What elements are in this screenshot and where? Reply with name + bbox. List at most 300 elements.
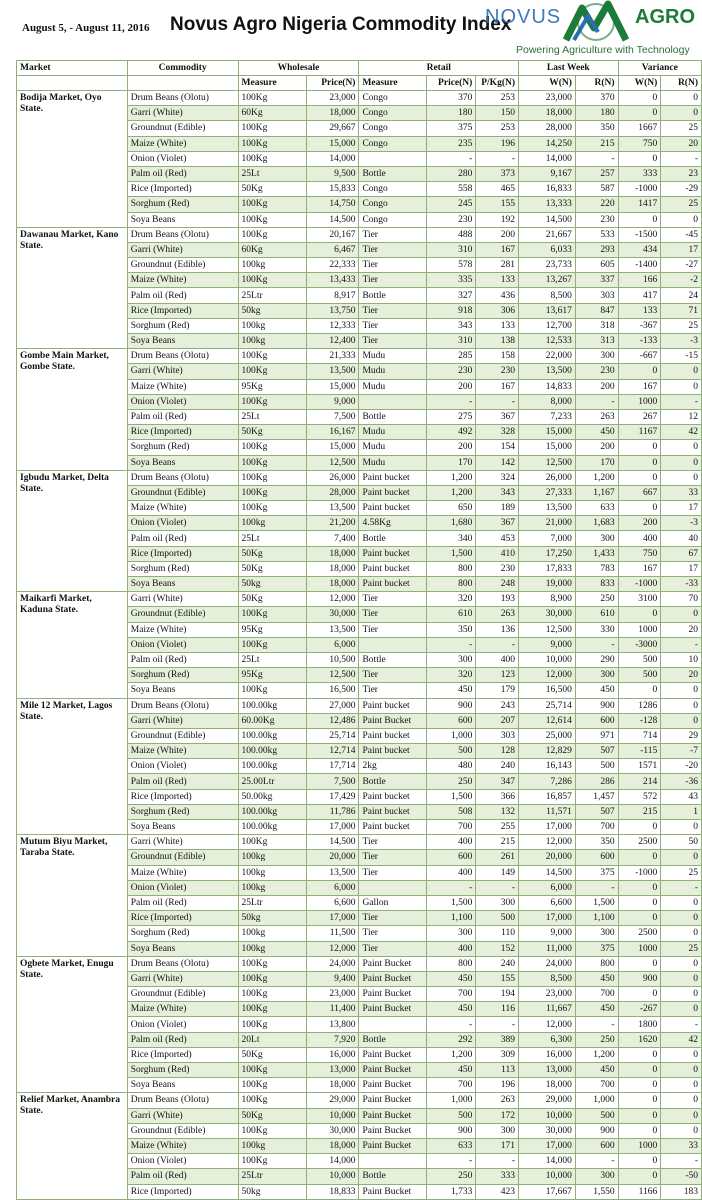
last-week-r-cell: - <box>575 1017 618 1032</box>
variance-w-cell: 0 <box>618 820 661 835</box>
price-per-kg-cell: 215 <box>476 835 519 850</box>
last-week-r-cell: 303 <box>575 288 618 303</box>
wholesale-price-cell: 7,920 <box>306 1032 359 1047</box>
retail-price-cell: 400 <box>426 941 476 956</box>
variance-w-cell: 0 <box>618 607 661 622</box>
commodity-cell: Sorghum (Red) <box>127 318 238 333</box>
variance-r-cell: 0 <box>661 470 702 485</box>
last-week-w-cell: 7,233 <box>519 409 576 424</box>
price-per-kg-cell: 167 <box>476 242 519 257</box>
last-week-w-cell: 12,000 <box>519 1017 576 1032</box>
price-per-kg-cell: 423 <box>476 1184 519 1199</box>
retail-measure-cell: Paint Bucket <box>359 1002 426 1017</box>
wholesale-measure-cell: 100.00kg <box>238 744 306 759</box>
commodity-cell: Maize (White) <box>127 379 238 394</box>
wholesale-measure-cell: 50Kg <box>238 592 306 607</box>
wholesale-price-cell: 8,917 <box>306 288 359 303</box>
last-week-w-cell: 15,000 <box>519 425 576 440</box>
retail-measure-cell: Tier <box>359 683 426 698</box>
wholesale-price-cell: 14,000 <box>306 1154 359 1169</box>
variance-r-cell: 43 <box>661 789 702 804</box>
wholesale-price-cell: 14,500 <box>306 835 359 850</box>
commodity-cell: Onion (Violet) <box>127 516 238 531</box>
price-per-kg-cell: 306 <box>476 303 519 318</box>
last-week-w-cell: 14,500 <box>519 212 576 227</box>
last-week-r-cell: 230 <box>575 212 618 227</box>
variance-w-cell: 167 <box>618 561 661 576</box>
retail-price-cell: 340 <box>426 531 476 546</box>
variance-r-cell: 0 <box>661 926 702 941</box>
wholesale-price-cell: 16,500 <box>306 683 359 698</box>
price-per-kg-cell: 200 <box>476 227 519 242</box>
variance-w-cell: 2500 <box>618 835 661 850</box>
wholesale-measure-cell: 100Kg <box>238 1002 306 1017</box>
last-week-w-cell: 9,000 <box>519 926 576 941</box>
commodity-cell: Palm oil (Red) <box>127 166 238 181</box>
price-per-kg-cell: 243 <box>476 698 519 713</box>
commodity-cell: Rice (Imported) <box>127 911 238 926</box>
last-week-r-cell: 1,433 <box>575 546 618 561</box>
variance-w-cell: 0 <box>618 364 661 379</box>
variance-r-cell: -50 <box>661 1169 702 1184</box>
retail-measure-cell: Congo <box>359 106 426 121</box>
retail-measure-cell: Paint Bucket <box>359 1047 426 1062</box>
wholesale-price-cell: 15,000 <box>306 440 359 455</box>
price-per-kg-cell: 240 <box>476 956 519 971</box>
header-last-week-r: R(N) <box>575 76 618 91</box>
last-week-w-cell: 23,000 <box>519 987 576 1002</box>
retail-price-cell: 275 <box>426 409 476 424</box>
variance-r-cell: 0 <box>661 440 702 455</box>
retail-measure-cell: Paint bucket <box>359 804 426 819</box>
wholesale-price-cell: 6,600 <box>306 895 359 910</box>
last-week-r-cell: - <box>575 394 618 409</box>
commodity-cell: Drum Beans (Olotu) <box>127 349 238 364</box>
retail-price-cell: 600 <box>426 850 476 865</box>
variance-r-cell: 0 <box>661 1063 702 1078</box>
retail-price-cell: 343 <box>426 318 476 333</box>
wholesale-price-cell: 12,500 <box>306 668 359 683</box>
table-row <box>17 592 702 607</box>
table-row <box>17 349 702 364</box>
variance-r-cell: -3 <box>661 334 702 349</box>
variance-r-cell: 0 <box>661 1093 702 1108</box>
wholesale-price-cell: 17,000 <box>306 911 359 926</box>
retail-price-cell: 375 <box>426 121 476 136</box>
last-week-r-cell: 250 <box>575 1032 618 1047</box>
variance-w-cell: 0 <box>618 151 661 166</box>
price-per-kg-cell: 328 <box>476 425 519 440</box>
last-week-w-cell: 10,000 <box>519 652 576 667</box>
price-per-kg-cell: 309 <box>476 1047 519 1062</box>
header-market: Market <box>17 61 128 76</box>
wholesale-measure-cell: 50Kg <box>238 1047 306 1062</box>
variance-r-cell: 25 <box>661 865 702 880</box>
wholesale-measure-cell: 100Kg <box>238 1154 306 1169</box>
last-week-w-cell: 16,833 <box>519 182 576 197</box>
last-week-r-cell: 250 <box>575 592 618 607</box>
header-row-groups <box>17 61 702 76</box>
retail-measure-cell: Tier <box>359 941 426 956</box>
retail-price-cell: 200 <box>426 440 476 455</box>
wholesale-measure-cell: 100Kg <box>238 501 306 516</box>
last-week-r-cell: 375 <box>575 941 618 956</box>
price-per-kg-cell: 263 <box>476 607 519 622</box>
retail-measure-cell: Tier <box>359 242 426 257</box>
retail-measure-cell: Paint bucket <box>359 485 426 500</box>
retail-price-cell: 250 <box>426 774 476 789</box>
retail-measure-cell: Mudu <box>359 364 426 379</box>
wholesale-measure-cell: 100kg <box>238 516 306 531</box>
logo-text-novus: NOVUS <box>485 6 562 28</box>
retail-price-cell: 500 <box>426 1108 476 1123</box>
retail-price-cell: 558 <box>426 182 476 197</box>
commodity-cell: Sorghum (Red) <box>127 1063 238 1078</box>
wholesale-measure-cell: 95Kg <box>238 668 306 683</box>
wholesale-price-cell: 12,000 <box>306 941 359 956</box>
header-commodity: Commodity <box>127 61 238 76</box>
variance-w-cell: -1000 <box>618 577 661 592</box>
wholesale-measure-cell: 100.00kg <box>238 728 306 743</box>
wholesale-price-cell: 13,500 <box>306 622 359 637</box>
wholesale-measure-cell: 100kg <box>238 926 306 941</box>
header-row-fields <box>17 76 702 91</box>
last-week-r-cell: 800 <box>575 956 618 971</box>
commodity-cell: Groundnut (Edible) <box>127 728 238 743</box>
retail-price-cell: 285 <box>426 349 476 364</box>
retail-measure-cell: Bottle <box>359 166 426 181</box>
wholesale-price-cell: 18,000 <box>306 577 359 592</box>
wholesale-measure-cell: 100Kg <box>238 470 306 485</box>
commodity-cell: Garri (White) <box>127 106 238 121</box>
wholesale-price-cell: 18,000 <box>306 561 359 576</box>
header-last-week-w: W(N) <box>519 76 576 91</box>
price-per-kg-cell: 155 <box>476 971 519 986</box>
retail-measure-cell: Paint Bucket <box>359 1063 426 1078</box>
wholesale-measure-cell: 25Lt <box>238 409 306 424</box>
last-week-r-cell: 450 <box>575 1063 618 1078</box>
retail-price-cell: 1,733 <box>426 1184 476 1199</box>
variance-w-cell: 572 <box>618 789 661 804</box>
variance-r-cell: 0 <box>661 911 702 926</box>
last-week-w-cell: 9,000 <box>519 637 576 652</box>
variance-w-cell: -667 <box>618 349 661 364</box>
variance-r-cell: 0 <box>661 364 702 379</box>
wholesale-price-cell: 29,000 <box>306 1093 359 1108</box>
table-row <box>17 91 702 106</box>
wholesale-measure-cell: 95Kg <box>238 379 306 394</box>
variance-r-cell: 71 <box>661 303 702 318</box>
page-title: Novus Agro Nigeria Commodity Index <box>170 14 512 35</box>
variance-w-cell: -1000 <box>618 182 661 197</box>
wholesale-measure-cell: 25Lt <box>238 166 306 181</box>
price-per-kg-cell: 142 <box>476 455 519 470</box>
variance-r-cell: 0 <box>661 987 702 1002</box>
commodity-cell: Garri (White) <box>127 592 238 607</box>
last-week-r-cell: 833 <box>575 577 618 592</box>
retail-measure-cell: Paint bucket <box>359 546 426 561</box>
commodity-cell: Sorghum (Red) <box>127 440 238 455</box>
variance-w-cell: 215 <box>618 804 661 819</box>
last-week-r-cell: 971 <box>575 728 618 743</box>
last-week-r-cell: 180 <box>575 106 618 121</box>
variance-r-cell: 25 <box>661 197 702 212</box>
wholesale-price-cell: 12,000 <box>306 592 359 607</box>
wholesale-price-cell: 13,500 <box>306 865 359 880</box>
wholesale-price-cell: 12,486 <box>306 713 359 728</box>
retail-measure-cell: Paint Bucket <box>359 971 426 986</box>
commodity-cell: Rice (Imported) <box>127 303 238 318</box>
report-header <box>0 0 702 60</box>
retail-price-cell: 230 <box>426 364 476 379</box>
last-week-r-cell: 330 <box>575 622 618 637</box>
price-per-kg-cell: 172 <box>476 1108 519 1123</box>
wholesale-measure-cell: 50Kg <box>238 425 306 440</box>
wholesale-measure-cell: 100Kg <box>238 394 306 409</box>
last-week-w-cell: 10,000 <box>519 1169 576 1184</box>
price-per-kg-cell: 192 <box>476 212 519 227</box>
header-retail-measure: Measure <box>359 76 426 91</box>
variance-w-cell: 0 <box>618 880 661 895</box>
retail-price-cell: 900 <box>426 1123 476 1138</box>
retail-price-cell: 700 <box>426 1078 476 1093</box>
variance-w-cell: -3000 <box>618 637 661 652</box>
variance-r-cell: 0 <box>661 850 702 865</box>
wholesale-price-cell: 18,000 <box>306 546 359 561</box>
last-week-w-cell: 18,000 <box>519 1078 576 1093</box>
header-last-week: Last Week <box>519 61 619 76</box>
wholesale-measure-cell: 100kg <box>238 865 306 880</box>
variance-r-cell: 1 <box>661 804 702 819</box>
variance-r-cell: -15 <box>661 349 702 364</box>
variance-r-cell: 0 <box>661 1108 702 1123</box>
table-row <box>17 698 702 713</box>
retail-measure-cell: Paint Bucket <box>359 713 426 728</box>
last-week-r-cell: 1,100 <box>575 911 618 926</box>
retail-price-cell: 310 <box>426 334 476 349</box>
last-week-w-cell: 21,000 <box>519 516 576 531</box>
commodity-cell: Maize (White) <box>127 1002 238 1017</box>
last-week-r-cell: 450 <box>575 971 618 986</box>
wholesale-measure-cell: 100kg <box>238 318 306 333</box>
last-week-r-cell: 170 <box>575 455 618 470</box>
commodity-cell: Soya Beans <box>127 941 238 956</box>
last-week-r-cell: 700 <box>575 820 618 835</box>
variance-r-cell: 0 <box>661 106 702 121</box>
variance-w-cell: 750 <box>618 136 661 151</box>
last-week-r-cell: 300 <box>575 531 618 546</box>
price-per-kg-cell: 207 <box>476 713 519 728</box>
commodity-cell: Palm oil (Red) <box>127 1032 238 1047</box>
last-week-w-cell: 14,000 <box>519 1154 576 1169</box>
retail-measure-cell: Bottle <box>359 409 426 424</box>
retail-price-cell: 1,680 <box>426 516 476 531</box>
market-name: Maikarfi Market, Kaduna State. <box>17 592 128 698</box>
wholesale-price-cell: 7,500 <box>306 409 359 424</box>
market-name: Mutum Biyu Market, Taraba State. <box>17 835 128 957</box>
wholesale-measure-cell: 100Kg <box>238 349 306 364</box>
variance-r-cell: 0 <box>661 1123 702 1138</box>
retail-measure-cell: Gallon <box>359 895 426 910</box>
retail-measure-cell: Mudu <box>359 440 426 455</box>
retail-measure-cell: Tier <box>359 258 426 273</box>
retail-price-cell: 633 <box>426 1138 476 1153</box>
variance-r-cell: 0 <box>661 698 702 713</box>
variance-r-cell: -2 <box>661 273 702 288</box>
variance-w-cell: 0 <box>618 1123 661 1138</box>
price-per-kg-cell: 167 <box>476 379 519 394</box>
wholesale-measure-cell: 100kg <box>238 880 306 895</box>
wholesale-price-cell: 6,467 <box>306 242 359 257</box>
wholesale-price-cell: 13,500 <box>306 501 359 516</box>
retail-price-cell: 650 <box>426 501 476 516</box>
wholesale-measure-cell: 100Kg <box>238 607 306 622</box>
wholesale-measure-cell: 60Kg <box>238 106 306 121</box>
price-per-kg-cell: - <box>476 1154 519 1169</box>
variance-r-cell: 40 <box>661 531 702 546</box>
market-name: Mile 12 Market, Lagos State. <box>17 698 128 835</box>
wholesale-measure-cell: 60Kg <box>238 242 306 257</box>
last-week-w-cell: 9,167 <box>519 166 576 181</box>
retail-measure-cell: Bottle <box>359 1169 426 1184</box>
wholesale-measure-cell: 100kg <box>238 258 306 273</box>
price-per-kg-cell: 436 <box>476 288 519 303</box>
commodity-cell: Palm oil (Red) <box>127 531 238 546</box>
logo-text-agro: AGRO <box>635 6 695 28</box>
wholesale-price-cell: 16,000 <box>306 1047 359 1062</box>
commodity-cell: Rice (Imported) <box>127 182 238 197</box>
commodity-cell: Groundnut (Edible) <box>127 1123 238 1138</box>
market-name: Dawanau Market, Kano State. <box>17 227 128 349</box>
retail-measure-cell: Mudu <box>359 349 426 364</box>
variance-r-cell: - <box>661 1017 702 1032</box>
variance-w-cell: 0 <box>618 91 661 106</box>
retail-measure-cell: Tier <box>359 911 426 926</box>
variance-w-cell: 500 <box>618 652 661 667</box>
wholesale-measure-cell: 100kg <box>238 334 306 349</box>
retail-measure-cell: Paint Bucket <box>359 956 426 971</box>
commodity-cell: Rice (Imported) <box>127 789 238 804</box>
commodity-cell: Groundnut (Edible) <box>127 607 238 622</box>
commodity-cell: Soya Beans <box>127 334 238 349</box>
wholesale-price-cell: 21,333 <box>306 349 359 364</box>
wholesale-measure-cell: 100Kg <box>238 971 306 986</box>
retail-price-cell: 600 <box>426 713 476 728</box>
retail-price-cell: 245 <box>426 197 476 212</box>
wholesale-measure-cell: 50kg <box>238 1184 306 1199</box>
wholesale-measure-cell: 100Kg <box>238 1123 306 1138</box>
wholesale-measure-cell: 100.00kg <box>238 759 306 774</box>
variance-r-cell: 20 <box>661 622 702 637</box>
variance-w-cell: 1166 <box>618 1184 661 1199</box>
variance-r-cell: 67 <box>661 546 702 561</box>
retail-price-cell: - <box>426 1017 476 1032</box>
variance-w-cell: -367 <box>618 318 661 333</box>
retail-measure-cell: Paint bucket <box>359 744 426 759</box>
wholesale-price-cell: 23,000 <box>306 987 359 1002</box>
variance-r-cell: 0 <box>661 1002 702 1017</box>
retail-measure-cell: Bottle <box>359 774 426 789</box>
table-row <box>17 470 702 485</box>
retail-measure-cell: Paint Bucket <box>359 1078 426 1093</box>
wholesale-price-cell: 15,000 <box>306 379 359 394</box>
price-per-kg-cell: 453 <box>476 531 519 546</box>
last-week-r-cell: 900 <box>575 1123 618 1138</box>
retail-price-cell: - <box>426 880 476 895</box>
wholesale-price-cell: 9,000 <box>306 394 359 409</box>
header-measure: Measure <box>238 76 306 91</box>
last-week-w-cell: 16,000 <box>519 1047 576 1062</box>
retail-price-cell: 1,200 <box>426 485 476 500</box>
wholesale-price-cell: 23,000 <box>306 91 359 106</box>
retail-price-cell: 500 <box>426 744 476 759</box>
retail-price-cell: 700 <box>426 820 476 835</box>
wholesale-price-cell: 10,000 <box>306 1108 359 1123</box>
variance-w-cell: 417 <box>618 288 661 303</box>
last-week-w-cell: 11,667 <box>519 1002 576 1017</box>
wholesale-price-cell: 6,000 <box>306 637 359 652</box>
variance-w-cell: 900 <box>618 971 661 986</box>
variance-r-cell: 17 <box>661 501 702 516</box>
retail-measure-cell: Congo <box>359 182 426 197</box>
retail-measure-cell <box>359 151 426 166</box>
header-retail-price: Price(N) <box>426 76 476 91</box>
last-week-r-cell: 450 <box>575 683 618 698</box>
retail-price-cell: - <box>426 394 476 409</box>
wholesale-price-cell: 17,429 <box>306 789 359 804</box>
variance-w-cell: 0 <box>618 1108 661 1123</box>
commodity-cell: Maize (White) <box>127 622 238 637</box>
wholesale-price-cell: 20,167 <box>306 227 359 242</box>
wholesale-measure-cell: 100Kg <box>238 485 306 500</box>
price-per-kg-cell: 152 <box>476 941 519 956</box>
retail-price-cell: 700 <box>426 987 476 1002</box>
wholesale-measure-cell: 25.00Ltr <box>238 774 306 789</box>
last-week-r-cell: 1,167 <box>575 485 618 500</box>
last-week-r-cell: 300 <box>575 668 618 683</box>
variance-w-cell: 0 <box>618 1154 661 1169</box>
wholesale-price-cell: 28,000 <box>306 485 359 500</box>
retail-measure-cell: Bottle <box>359 1032 426 1047</box>
last-week-r-cell: - <box>575 880 618 895</box>
last-week-r-cell: 350 <box>575 121 618 136</box>
variance-r-cell: 10 <box>661 652 702 667</box>
retail-price-cell: 1,200 <box>426 470 476 485</box>
retail-price-cell: 310 <box>426 242 476 257</box>
retail-measure-cell: Mudu <box>359 455 426 470</box>
last-week-w-cell: 27,333 <box>519 485 576 500</box>
variance-w-cell: 3100 <box>618 592 661 607</box>
price-per-kg-cell: 136 <box>476 622 519 637</box>
wholesale-measure-cell: 100Kg <box>238 364 306 379</box>
variance-w-cell: -133 <box>618 334 661 349</box>
last-week-w-cell: 13,333 <box>519 197 576 212</box>
wholesale-price-cell: 27,000 <box>306 698 359 713</box>
last-week-r-cell: 220 <box>575 197 618 212</box>
last-week-w-cell: 13,617 <box>519 303 576 318</box>
wholesale-price-cell: 13,000 <box>306 1063 359 1078</box>
commodity-cell: Onion (Violet) <box>127 1017 238 1032</box>
wholesale-measure-cell: 50Kg <box>238 1108 306 1123</box>
variance-w-cell: 1571 <box>618 759 661 774</box>
last-week-w-cell: 30,000 <box>519 607 576 622</box>
commodity-cell: Maize (White) <box>127 1138 238 1153</box>
wholesale-price-cell: 7,500 <box>306 774 359 789</box>
last-week-w-cell: 11,000 <box>519 941 576 956</box>
retail-measure-cell: Tier <box>359 227 426 242</box>
price-per-kg-cell: 133 <box>476 318 519 333</box>
header-price: Price(N) <box>306 76 359 91</box>
